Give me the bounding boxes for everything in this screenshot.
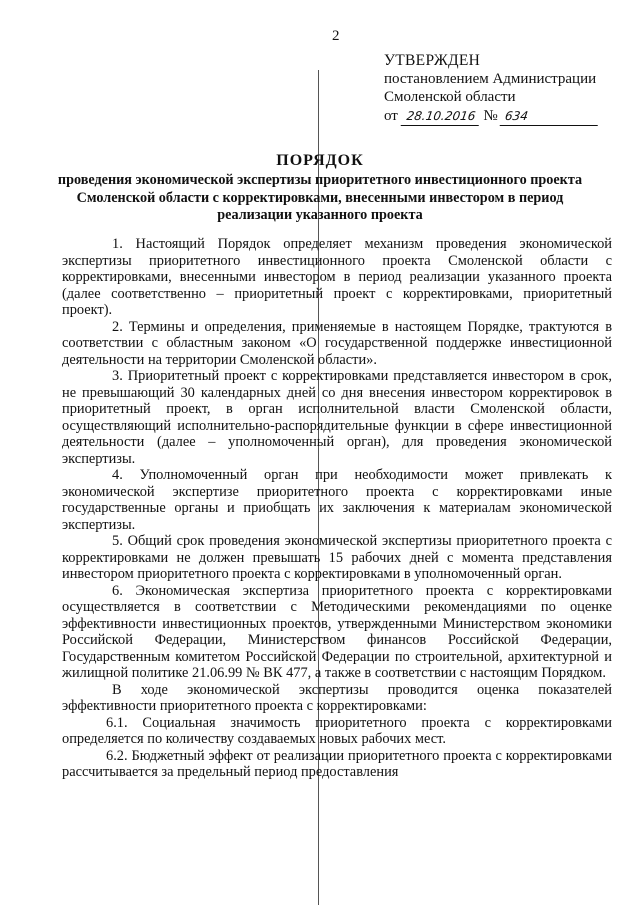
paragraph-4: 4. Уполномоченный орган при необходимости может привлекать к экономической экспертизе приоритетного проекта с корректировками иные государственные органы и приобщать их заключения к материалам экономической экспертизы. [62,467,612,533]
approval-line-2: Смоленской области [384,89,516,105]
paragraph-6-2: 6.2. Бюджетный эффект от реализации приоритетного проекта с корректировками рассчитывается за предельный период предоставления [62,747,612,780]
paragraph-2: 2. Термины и определения, применяемые в настоящем Порядке, трактуются в соответствии с областным законом «О государственной поддержке инвестиционной деятельности на территории Смоленской области». [62,318,612,368]
page-number: 2 [332,28,340,44]
approval-title: УТВЕРЖДЕН [384,52,481,69]
date-prefix: от [384,108,398,124]
approval-stamp [384,52,599,126]
document-heading [40,152,600,225]
paragraph-1: 1. Настоящий Порядок определяет механизм проведения экономической экспертизы приоритетного инвестиционного проекта Смоленской области с корректировками, внесенными инвестором в период реализации указанного проекта (далее соответственно – приоритетный проект с корректировками, приоритетный проект). [62,236,612,318]
approval-line-1: постановлением Администрации [384,71,597,87]
paragraph-6-intro: В ходе экономической экспертизы проводится оценка показателей эффективности приоритетного проекта с корректировками: [62,681,612,714]
paragraph-5: 5. Общий срок проведения экономической экспертизы приоритетного проекта с корректировками не должен превышать 15 рабочих дней с момента представления инвестором приоритетного проекта с корректировками в уполномоченный орган. [62,533,612,582]
number-prefix: № [483,108,498,124]
document-title: ПОРЯДОК [276,152,364,169]
document-subtitle: проведения экономической экспертизы приоритетного инвестиционного проекта Смоленской области с корректировками, внесенными инвестором в период реализации указанного проекта [57,172,583,223]
paragraph-3: 3. Приоритетный проект с корректировками представляется инвестором в срок, не превышающий 30 календарных дней со дня внесения инвестором корректировок в приоритетный проект, в орган исполнительной власти Смоленской области, осуществляющий исполнительно-распорядительные функции в сфере инвестиционной деятельности (далее – уполномоченный орган), для проведения экономической экспертизы. [62,368,612,467]
paragraph-6-1: 6.1. Социальная значимость приоритетного проекта с корректировками определяется по количеству создаваемых новых рабочих мест. [62,714,612,747]
handwritten-number: 634 [500,107,601,126]
document-body [62,236,612,781]
paragraph-6: 6. Экономическая экспертиза приоритетного проекта с корректировками осуществляется в соответствии с Методическими рекомендациями по оценке эффективности инвестиционных проектов, утвержденными Министерством экономики Российской Федерации, Министерством финансов Российской Федерации, Государственным комитетом Российской Федерации по строительной, архитектурной и жилищной политике 21.06.99 № ВК 477, а также в соответствии с настоящим Порядком. [62,582,612,681]
handwritten-date: 28.10.2016 [400,107,481,126]
approval-date-line [384,107,599,126]
